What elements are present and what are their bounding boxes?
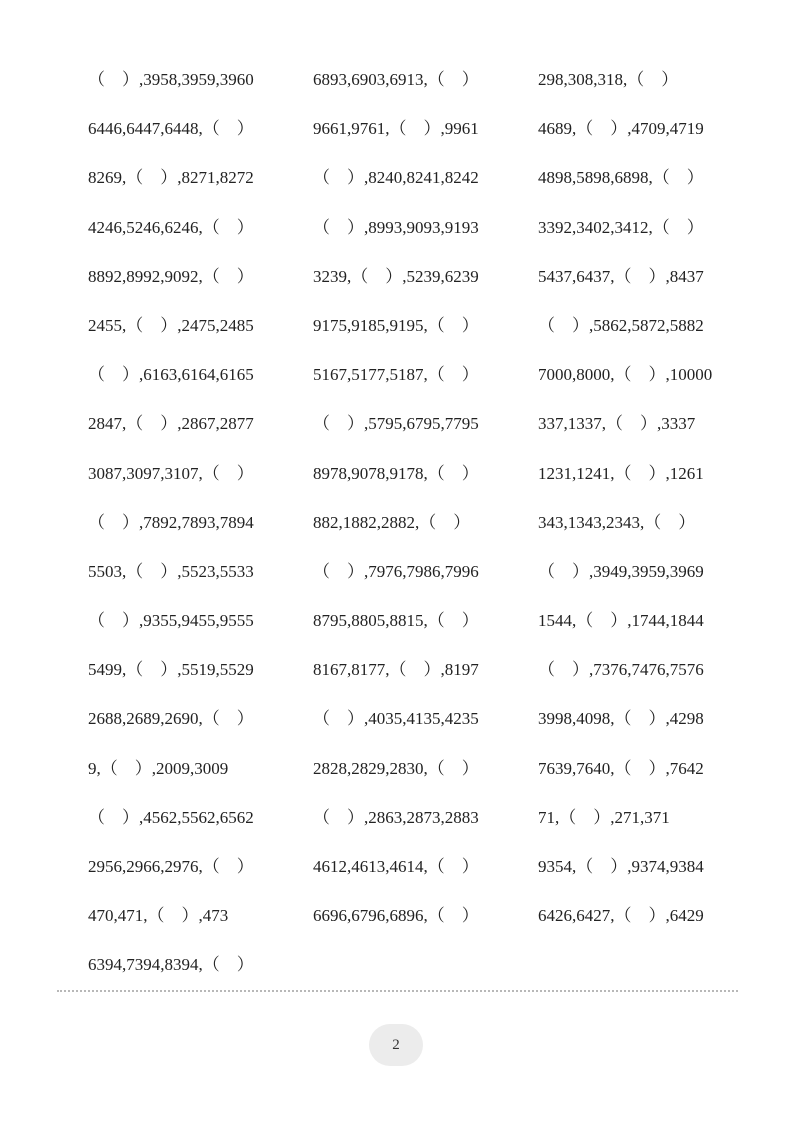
number-sequence-problem: 343,1343,2343,（ ） — [538, 512, 696, 532]
number-sequence-problem: （ ）,7892,7893,7894 — [88, 512, 254, 532]
number-sequence-problem: 7639,7640,（ ）,7642 — [538, 758, 704, 778]
sequence-row — [88, 657, 748, 706]
dotted-divider — [57, 990, 738, 992]
number-sequence-problem: 5167,5177,5187,（ ） — [313, 365, 479, 385]
number-sequence-problem: 1231,1241,（ ）,1261 — [538, 463, 704, 483]
number-sequence-problem: 6893,6903,6913,（ ） — [313, 70, 479, 89]
number-sequence-problem: （ ）,3958,3959,3960 — [88, 70, 254, 89]
sequence-row — [88, 756, 748, 805]
number-sequence-problem: 337,1337,（ ）,3337 — [538, 414, 696, 434]
number-sequence-problem: 7000,8000,（ ）,10000 — [538, 365, 713, 385]
number-sequence-problem: 3239,（ ）,5239,6239 — [313, 266, 479, 286]
number-sequence-problem: 8167,8177,（ ）,8197 — [313, 660, 479, 680]
number-sequence-problem: 6394,7394,8394,（ ） — [88, 955, 254, 975]
sequence-row — [88, 854, 748, 903]
sequence-row — [88, 608, 748, 657]
number-sequence-problem: 8892,8992,9092,（ ） — [88, 266, 254, 286]
sequence-row — [88, 313, 748, 362]
number-sequence-problem: 3998,4098,（ ）,4298 — [538, 709, 704, 729]
number-sequence-problem: 9354,（ ）,9374,9384 — [538, 857, 704, 876]
number-sequence-problem: 5503,（ ）,5523,5533 — [88, 561, 254, 581]
sequence-row — [88, 903, 748, 952]
number-sequence-problem: 4612,4613,4614,（ ） — [313, 857, 479, 876]
number-sequence-problem: 2956,2966,2976,（ ） — [88, 857, 254, 876]
sequence-row — [88, 362, 748, 411]
number-sequence-problem: （ ）,6163,6164,6165 — [88, 365, 254, 385]
sequence-row — [88, 264, 748, 313]
number-sequence-problem: （ ）,8240,8241,8242 — [313, 168, 479, 188]
number-sequence-problem: 8978,9078,9178,（ ） — [313, 463, 479, 483]
number-sequence-problem: 5499,（ ）,5519,5529 — [88, 660, 254, 680]
sequence-row — [88, 559, 748, 608]
sequence-row — [88, 461, 748, 510]
number-sequence-problem: 71,（ ）,271,371 — [538, 807, 670, 827]
number-sequence-problem: 2847,（ ）,2867,2877 — [88, 414, 254, 434]
number-sequence-problem: 2828,2829,2830,（ ） — [313, 758, 479, 778]
number-sequence-problem: 2455,（ ）,2475,2485 — [88, 315, 254, 335]
number-sequence-problem: 9175,9185,9195,（ ） — [313, 315, 479, 335]
sequence-row — [88, 411, 748, 460]
number-sequence-problem: 9,（ ）,2009,3009 — [88, 758, 229, 778]
sequence-row — [88, 116, 748, 165]
number-sequence-problem: 4246,5246,6246,（ ） — [88, 217, 254, 237]
worksheet-grid — [88, 67, 748, 1002]
number-sequence-problem: 1544,（ ）,1744,1844 — [538, 611, 704, 631]
number-sequence-problem: 2688,2689,2690,（ ） — [88, 709, 254, 729]
number-sequence-problem: （ ）,3949,3959,3969 — [538, 561, 704, 581]
number-sequence-problem: （ ）,7376,7476,7576 — [538, 660, 704, 680]
number-sequence-problem: （ ）,4035,4135,4235 — [313, 709, 479, 729]
sequence-row — [88, 67, 748, 116]
page-number: 2 — [392, 1036, 400, 1053]
page-number-badge — [369, 1024, 423, 1066]
number-sequence-problem: （ ）,2863,2873,2883 — [313, 807, 479, 827]
number-sequence-problem: 4898,5898,6898,（ ） — [538, 168, 704, 188]
number-sequence-problem: 6446,6447,6448,（ ） — [88, 119, 254, 139]
sequence-row — [88, 165, 748, 214]
number-sequence-problem: 9661,9761,（ ）,9961 — [313, 119, 479, 139]
number-sequence-problem: 6426,6427,（ ）,6429 — [538, 906, 704, 926]
number-sequence-problem: 470,471,（ ）,473 — [88, 906, 229, 926]
sequence-row — [88, 805, 748, 854]
number-sequence-problem: 882,1882,2882,（ ） — [313, 512, 471, 532]
number-sequence-problem: 5437,6437,（ ）,8437 — [538, 266, 704, 286]
sequence-row — [88, 952, 748, 1001]
number-sequence-problem: 4689,（ ）,4709,4719 — [538, 119, 704, 139]
number-sequence-problem: （ ）,5795,6795,7795 — [313, 414, 479, 434]
number-sequence-problem: 8795,8805,8815,（ ） — [313, 611, 479, 631]
sequence-row — [88, 215, 748, 264]
number-sequence-problem: （ ）,5862,5872,5882 — [538, 315, 704, 335]
number-sequence-problem: 3087,3097,3107,（ ） — [88, 463, 254, 483]
number-sequence-problem: 3392,3402,3412,（ ） — [538, 217, 704, 237]
number-sequence-problem: （ ）,7976,7986,7996 — [313, 561, 479, 581]
sequence-row — [88, 510, 748, 559]
number-sequence-problem: 6696,6796,6896,（ ） — [313, 906, 479, 926]
number-sequence-problem: 298,308,318,（ ） — [538, 70, 679, 89]
number-sequence-problem: 8269,（ ）,8271,8272 — [88, 168, 254, 188]
number-sequence-problem: （ ）,4562,5562,6562 — [88, 807, 254, 827]
sequence-row — [88, 706, 748, 755]
number-sequence-problem: （ ）,9355,9455,9555 — [88, 611, 254, 631]
number-sequence-problem: （ ）,8993,9093,9193 — [313, 217, 479, 237]
